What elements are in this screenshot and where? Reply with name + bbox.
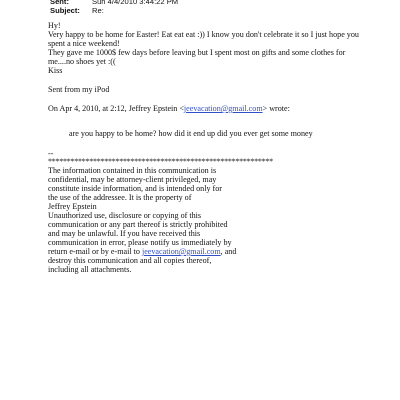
disclaimer-line: Jeffrey Epstein <box>48 202 97 211</box>
quoted-text: are you happy to be home? how did it end up did you ever get some money <box>69 129 313 138</box>
separator: -- <box>48 149 54 158</box>
subject-value: Re: <box>92 6 104 15</box>
body-line: spent a nice weekend! <box>48 39 120 48</box>
closing-line: destroy this communication and all copies thereof, <box>48 256 212 265</box>
disclaimer-line: communication in error, please notify us immediately by <box>48 238 232 247</box>
notify-after: , and <box>220 247 237 256</box>
notify-line <box>48 247 236 256</box>
signature: Sent from my iPod <box>48 85 110 94</box>
quote-email-link[interactable]: jeevacation@gmail.com <box>183 104 263 113</box>
body-line: Hy! <box>48 21 61 30</box>
subject-label: Subject: <box>50 6 80 15</box>
disclaimer-line: confidential, may be attorney-client privileged, may <box>48 175 217 184</box>
quote-intro <box>48 104 290 113</box>
disclaimer-line: constitute inside information, and is intended only for <box>48 184 222 193</box>
notify-before: return e-mail or by e-mail to <box>48 247 142 256</box>
disclaimer-line: the use of the addressee. It is the property of <box>48 193 192 202</box>
disclaimer-line: The information contained in this communication is <box>48 166 217 175</box>
disclaimer-line: communication or any part thereof is strictly prohibited <box>48 220 228 229</box>
quote-intro-after: > wrote: <box>262 104 290 113</box>
body-line: They gave me 1000$ few days before leaving but I spent most on gifts and some clothes for <box>48 48 346 57</box>
body-line: Very happy to be home for Easter! Eat eat eat :)) I know you don't celebrate it so I just hope you <box>48 30 359 39</box>
closing-line: including all attachments. <box>48 265 132 274</box>
asterisk-rule: ************************************************************ <box>48 157 273 166</box>
notify-email-link[interactable]: jeevacation@gmail.com <box>141 247 221 256</box>
sent-value: Sun 4/4/2010 3:44:22 PM <box>92 0 179 6</box>
body-line: me....no shoes yet :(( <box>48 57 116 66</box>
quote-intro-before: On Apr 4, 2010, at 2:12, Jeffrey Epstein < <box>48 104 184 113</box>
sent-label: Sent: <box>50 0 69 6</box>
disclaimer-line: Unauthorized use, disclosure or copying of this <box>48 211 202 220</box>
disclaimer-line: and may be unlawful. If you have received this <box>48 229 201 238</box>
body-line: Kiss <box>48 66 63 75</box>
